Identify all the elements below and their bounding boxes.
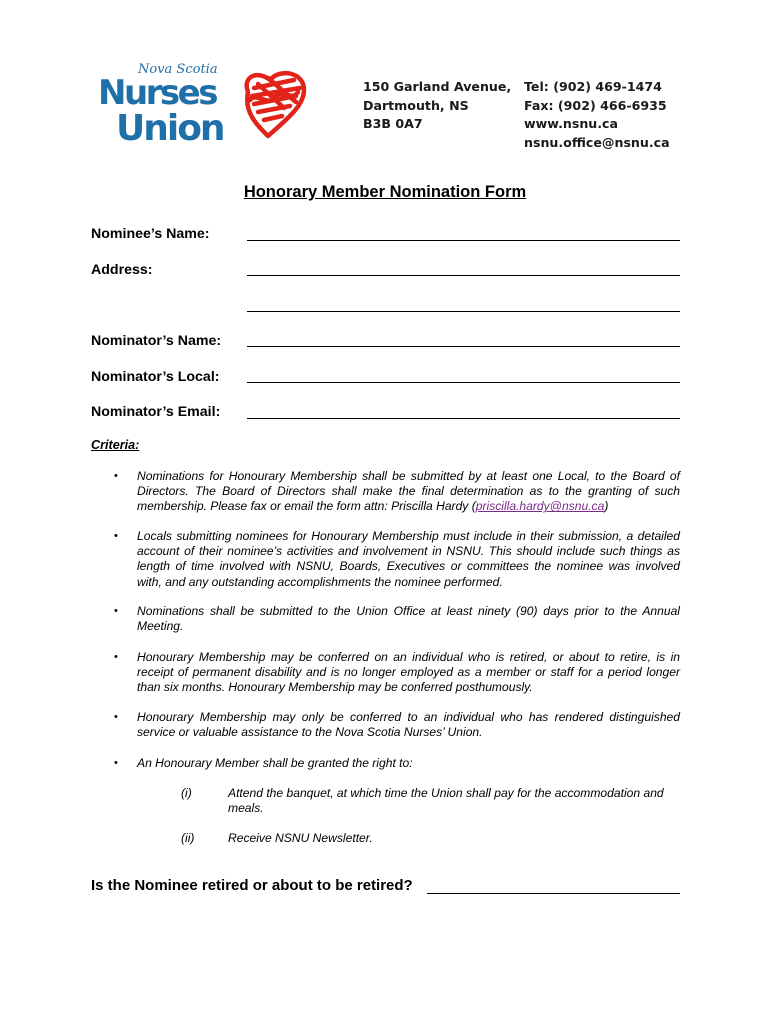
right-number: (ii): [181, 831, 195, 845]
bullet-icon: •: [114, 757, 118, 769]
contact-fax: Fax: (902) 466-6935: [524, 97, 667, 113]
form-title: Honorary Member Nomination Form: [243, 183, 527, 201]
address-field-line2[interactable]: [247, 311, 680, 312]
criteria-item: Nominations for Honourary Membership shall be submitted by at least one Local, to the Board of Directors. The Board of Directors shall make the final determination as to the granting of such membership. Please fax or email the form attn: Priscilla Hardy (priscilla.hardy@nsnu.ca): [137, 469, 680, 514]
retired-question-label: Is the Nominee retired or about to be retired?: [91, 877, 413, 894]
priscilla-email-link[interactable]: priscilla.hardy@nsnu.ca: [475, 499, 605, 514]
heart-icon: [247, 73, 304, 136]
bullet-icon: •: [114, 530, 118, 542]
bullet-icon: •: [114, 711, 118, 723]
contact-website[interactable]: www.nsnu.ca: [524, 116, 619, 131]
logo-word-nurses: Nurses: [98, 73, 216, 113]
right-number: (i): [181, 786, 192, 800]
logo-script: Nova Scotia: [138, 62, 218, 77]
address-label: Address:: [91, 262, 153, 278]
nominator-local-label: Nominator’s Local:: [91, 369, 220, 385]
contact-phone: Tel: (902) 469-1474: [524, 79, 662, 94]
nominee-name-label: Nominee’s Name:: [91, 226, 210, 242]
criteria-item: Honourary Membership may only be conferred to an individual who has rendered distinguished service or valuable assistance to the Nova Scotia Nurses’ Union.: [137, 710, 680, 740]
bullet-icon: •: [114, 605, 118, 617]
nsnu-logo: [98, 62, 310, 144]
address-line: Dartmouth, NS: [363, 97, 469, 113]
address-field-line1[interactable]: [247, 275, 680, 276]
nominator-email-field[interactable]: [247, 418, 680, 419]
criteria-heading: Criteria:: [91, 438, 140, 452]
nominator-name-label: Nominator’s Name:: [91, 333, 222, 349]
logo-word-union: Union: [116, 108, 224, 144]
nominator-local-field[interactable]: [247, 382, 680, 383]
bullet-icon: •: [114, 470, 118, 482]
contact-block: [524, 78, 670, 152]
address-line: 150 Garland Avenue,: [363, 79, 512, 94]
contact-email[interactable]: nsnu.office@nsnu.ca: [524, 134, 670, 150]
nominator-email-label: Nominator’s Email:: [91, 404, 221, 420]
bullet-icon: •: [114, 651, 118, 663]
criteria-item: Locals submitting nominees for Honourary Membership must include in their submission, a detailed account of their nominee’s activities and involvement in NSNU. This should include such things as length of time involved with NSNU, Boards, Executives or committees the nominee was involved with, and any outstanding accomplishments the nominee performed.: [137, 529, 680, 589]
nominee-name-field[interactable]: [247, 240, 680, 241]
address-line: B3B 0A7: [363, 116, 423, 131]
retired-answer-field[interactable]: [427, 893, 680, 894]
criteria-item: Honourary Membership may be conferred on an individual who is retired, or about to retire, is in receipt of permanent disability and is no longer employed as a member or staff for a period longer than six months. Honourary Membership may be conferred posthumously.: [137, 650, 680, 695]
address-block: [363, 78, 511, 134]
criteria-item: An Honourary Member shall be granted the right to:: [137, 756, 413, 770]
right-item: Attend the banquet, at which time the Union shall pay for the accommodation and meals.: [228, 786, 664, 816]
nominator-name-field[interactable]: [247, 346, 680, 347]
criteria-item: Nominations shall be submitted to the Union Office at least ninety (90) days prior to the Annual Meeting.: [137, 604, 680, 634]
right-item: Receive NSNU Newsletter.: [228, 831, 373, 845]
